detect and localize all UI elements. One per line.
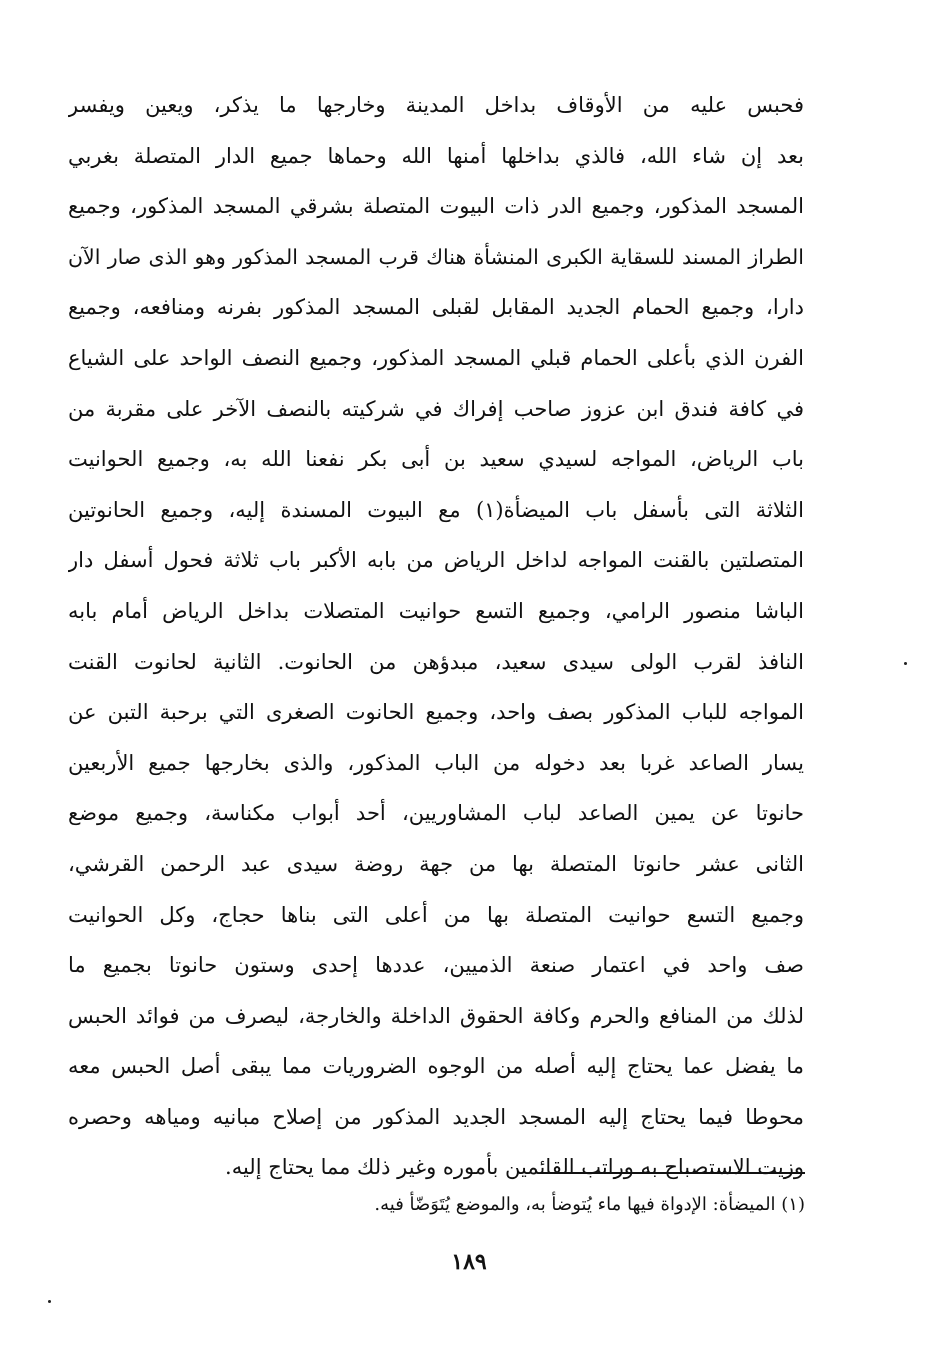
page-number: ١٨٩: [451, 1249, 487, 1275]
text-line: يسار الصاعد غربا بعد دخوله من الباب المذكور، والذى بخارجها جميع الأربعين: [68, 750, 804, 775]
text-line: لذلك من المنافع والحرم وكافة الحقوق الداخلة والخارجة، ليصرف من فوائد الحبس: [68, 1003, 804, 1028]
text-line: وجميع التسع حوانيت المتصلة بها من أعلى التى بناها حجاج، وكل الحوانيت: [68, 902, 804, 927]
text-line: المسجد المذكور، وجميع الدر ذات البيوت المتصلة بشرقي المسجد المذكور، وجميع: [68, 194, 804, 219]
scan-speck: [904, 662, 907, 665]
text-line: الفرن الذي بأعلى الحمام قبلي المسجد المذكور، وجميع النصف الواحد على الشياع: [68, 345, 804, 370]
text-line: النافذ لقرب الولى سيدى سعيد، مبدؤهن من الحانوت. الثانية لحانوت القنت: [68, 649, 804, 674]
text-line: محوطا فيما يحتاج إليه المسجد الجديد المذكور من إصلاح مبانيه ومياهه وحصره: [68, 1104, 804, 1129]
text-line: دارا، وجميع الحمام الجديد المقابل لقبلى المسجد المذكور بفرنه ومنافعه، وجميع: [68, 295, 804, 320]
text-line: الطراز المسند للسقاية الكبرى المنشأة هناك قرب المسجد المذكور وهو الذى صار الآن: [68, 244, 804, 269]
body-text: [68, 80, 804, 1193]
text-line: ما يفضل عما يحتاج إليه أصله من الوجوه الضروريات مما يبقى أصل الحبس معه: [68, 1054, 804, 1079]
text-line: الثانى عشر حانوتا المتصلة بها من جهة روضة سيدى عبد الرحمن القرشي،: [68, 851, 804, 876]
text-line: صف واحد في اعتمار صنعة الذميين، عددها إحدى وستون حانوتا بجميع ما: [68, 953, 804, 978]
text-line: المتصلتين بالقنت المواجه لداخل الرياض من بابه الأكبر باب ثلاثة فحول أسفل دار: [68, 548, 804, 573]
text-line: بعد إن شاء الله، فالذي بداخلها أمنها الله وحماها جميع الدار المتصلة بغربي: [68, 143, 804, 168]
text-line: فحبس عليه من الأوقاف بداخل المدينة وخارجها ما يذكر، ويعين ويفسر: [68, 93, 804, 117]
text-line: المواجه للباب المذكور بصف واحد، وجميع الحانوت الصغرى التي برحبة التبن عن: [68, 700, 804, 725]
text-line: باب الرياض، المواجه لسيدي سعيد بن أبى بكر نفعنا الله به، وجميع الحوانيت: [68, 447, 804, 472]
text-line: الثلاثة التى بأسفل باب الميضأة(١) مع البيوت المسندة إليه، وجميع الحانوتين: [68, 497, 804, 522]
text-line: في كافة فندق ابن عزوز صاحب إفراك في شركيته بالنصف الآخر على مقربة من: [68, 396, 804, 421]
text-line: حانوتا عن يمين الصاعد لباب المشاوريين، أحد أبواب مكناسة، وجميع موضع: [68, 801, 804, 826]
footnote-separator: [540, 1172, 805, 1174]
text-line-last: وزيت الاستصباح به وراتب القائمين بأموره وغير ذلك مما يحتاج إليه.: [225, 1155, 804, 1180]
scan-speck: [48, 1300, 51, 1303]
footnote: (١) الميضأة: الإدواة فيها ماء يُتوضأ به، والموضع يُتَوَضّأ فيه.: [374, 1194, 805, 1215]
text-line: الباشا منصور الرامي، وجميع التسع حوانيت المتصلات بداخل الرياض أمام بابه: [68, 598, 804, 623]
